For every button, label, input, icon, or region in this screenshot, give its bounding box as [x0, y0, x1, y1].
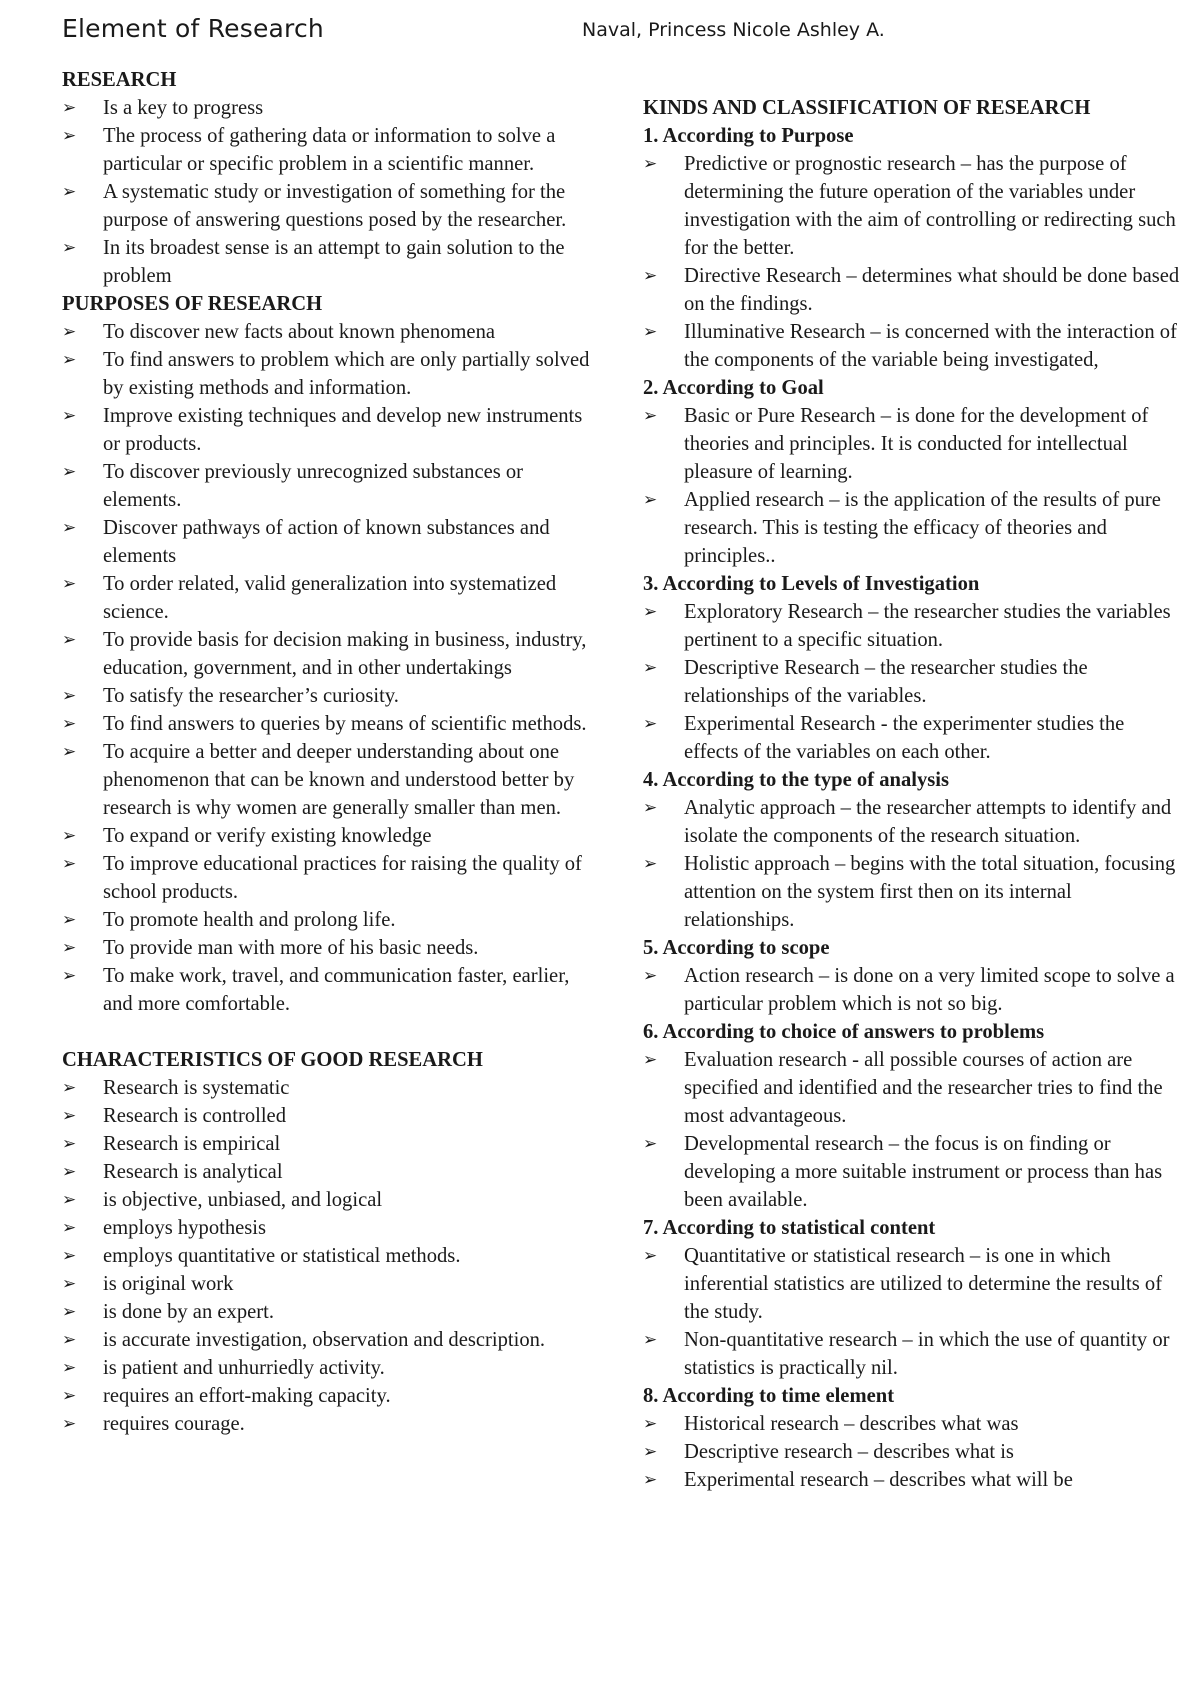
right-column: [643, 94, 1183, 1494]
section-spacer: [62, 1018, 604, 1046]
arrowhead-bullet-icon: ➢: [643, 602, 658, 622]
list-item-text: Experimental Research - the experimenter studies the effects of the variables on each other.: [684, 713, 1125, 763]
list-item: [62, 514, 604, 570]
classification-heading: 5. According to scope: [643, 937, 830, 959]
list-item: [643, 486, 1183, 570]
list-item: [62, 1242, 604, 1270]
list-item: [62, 1130, 604, 1158]
list-item-text: To find answers to problem which are only partially solved by existing methods and information.: [103, 349, 590, 399]
list-item: [62, 1326, 604, 1354]
list-item: [62, 402, 604, 458]
arrowhead-bullet-icon: ➢: [643, 798, 658, 818]
list-item-text: Research is controlled: [103, 1105, 286, 1127]
list-item: [62, 906, 604, 934]
arrowhead-bullet-icon: ➢: [643, 1246, 658, 1266]
classification-list: [643, 1410, 1183, 1494]
list-item: [62, 1270, 604, 1298]
list-item-text: is done by an expert.: [103, 1301, 274, 1323]
arrowhead-bullet-icon: ➢: [62, 574, 77, 594]
list-item-text: Applied research – is the application of the results of pure research. This is testing the efficacy of theories and principles..: [684, 489, 1161, 567]
list-item: [643, 710, 1183, 766]
list-item: [643, 402, 1183, 486]
arrowhead-bullet-icon: ➢: [62, 1134, 77, 1154]
arrowhead-bullet-icon: ➢: [62, 854, 77, 874]
list-item-text: employs hypothesis: [103, 1217, 267, 1239]
list-item: [643, 1466, 1183, 1494]
list-item: [643, 1438, 1183, 1466]
list-item: [62, 710, 604, 738]
list-item: [643, 654, 1183, 710]
arrowhead-bullet-icon: ➢: [643, 966, 658, 986]
list-item: [62, 822, 604, 850]
arrowhead-bullet-icon: ➢: [62, 1330, 77, 1350]
list-item-text: To improve educational practices for raising the quality of school products.: [103, 853, 582, 903]
list-item: [62, 122, 604, 178]
arrowhead-bullet-icon: ➢: [643, 714, 658, 734]
arrowhead-bullet-icon: ➢: [643, 154, 658, 174]
list-item: [62, 1186, 604, 1214]
arrowhead-bullet-icon: ➢: [62, 938, 77, 958]
section-heading-purposes: PURPOSES OF RESEARCH: [62, 293, 323, 315]
arrowhead-bullet-icon: ➢: [643, 1414, 658, 1434]
classification-heading: 4. According to the type of analysis: [643, 769, 950, 791]
list-item: [643, 598, 1183, 654]
list-item-text: requires an effort-making capacity.: [103, 1385, 391, 1407]
list-item-text: Research is empirical: [103, 1133, 281, 1155]
page-header: [62, 14, 1160, 54]
list-item: [62, 738, 604, 822]
list-item: [62, 346, 604, 402]
list-item: [643, 850, 1183, 934]
classification-list: [643, 1242, 1183, 1382]
classification-list: [643, 794, 1183, 934]
section-heading-kinds: KINDS AND CLASSIFICATION OF RESEARCH: [643, 97, 1091, 119]
list-item: [62, 1410, 604, 1438]
section-heading-characteristics: CHARACTERISTICS OF GOOD RESEARCH: [62, 1049, 483, 1071]
list-item-text: Action research – is done on a very limited scope to solve a particular problem which is not so big.: [684, 965, 1175, 1015]
list-item-text: is accurate investigation, observation and description.: [103, 1329, 546, 1351]
arrowhead-bullet-icon: ➢: [62, 1358, 77, 1378]
list-item-text: To acquire a better and deeper understanding about one phenomenon that can be known and understood better by research is why women are generally smaller than men.: [103, 741, 575, 819]
arrowhead-bullet-icon: ➢: [643, 1134, 658, 1154]
list-item-text: employs quantitative or statistical methods.: [103, 1245, 461, 1267]
classification-list: [643, 1046, 1183, 1214]
arrowhead-bullet-icon: ➢: [62, 350, 77, 370]
arrowhead-bullet-icon: ➢: [62, 406, 77, 426]
arrowhead-bullet-icon: ➢: [62, 1246, 77, 1266]
classification-heading: 8. According to time element: [643, 1385, 895, 1407]
arrowhead-bullet-icon: ➢: [62, 686, 77, 706]
list-item: [62, 234, 604, 290]
list-item-text: Basic or Pure Research – is done for the development of theories and principles. It is conducted for intellectual pleasure of learning.: [684, 405, 1149, 483]
list-item-text: Is a key to progress: [103, 97, 264, 119]
arrowhead-bullet-icon: ➢: [62, 518, 77, 538]
section-heading-research: RESEARCH: [62, 69, 177, 91]
list-item: [62, 962, 604, 1018]
list-item: [643, 1046, 1183, 1130]
list-item-text: Exploratory Research – the researcher studies the variables pertinent to a specific situation.: [684, 601, 1171, 651]
list-item-text: To provide man with more of his basic needs.: [103, 937, 479, 959]
list-item-text: Predictive or prognostic research – has the purpose of determining the future operation of the variables under investigation with the aim of controlling or redirecting such for the better.: [684, 153, 1176, 259]
list-item: [643, 794, 1183, 850]
arrowhead-bullet-icon: ➢: [643, 658, 658, 678]
classification-list: [643, 402, 1183, 570]
list-item-text: In its broadest sense is an attempt to gain solution to the problem: [103, 237, 565, 287]
arrowhead-bullet-icon: ➢: [62, 238, 77, 258]
list-item: [62, 682, 604, 710]
list-item: [62, 934, 604, 962]
list-item-text: is original work: [103, 1273, 234, 1295]
list-item: [62, 178, 604, 234]
list-item-text: Descriptive research – describes what is: [684, 1441, 1014, 1463]
list-item: [62, 1102, 604, 1130]
list-item: [643, 318, 1183, 374]
list-item-text: Discover pathways of action of known substances and elements: [103, 517, 550, 567]
list-item-text: is objective, unbiased, and logical: [103, 1189, 383, 1211]
list-item-text: To discover previously unrecognized substances or elements.: [103, 461, 524, 511]
document-title: Element of Research: [62, 14, 324, 43]
classification-list: [643, 150, 1183, 374]
arrowhead-bullet-icon: ➢: [643, 406, 658, 426]
arrowhead-bullet-icon: ➢: [643, 854, 658, 874]
list-item-text: The process of gathering data or information to solve a particular or specific problem in a scientific manner.: [103, 125, 556, 175]
arrowhead-bullet-icon: ➢: [62, 1274, 77, 1294]
list-item-text: Historical research – describes what was: [684, 1413, 1019, 1435]
list-item-text: Holistic approach – begins with the total situation, focusing attention on the system first then on its internal relationships.: [684, 853, 1176, 931]
arrowhead-bullet-icon: ➢: [62, 714, 77, 734]
list-item-text: A systematic study or investigation of something for the purpose of answering questions posed by the researcher.: [103, 181, 567, 231]
list-item: [62, 458, 604, 514]
arrowhead-bullet-icon: ➢: [62, 910, 77, 930]
arrowhead-bullet-icon: ➢: [62, 1190, 77, 1210]
list-item: [62, 1158, 604, 1186]
classification-heading: 3. According to Levels of Investigation: [643, 573, 980, 595]
arrowhead-bullet-icon: ➢: [62, 462, 77, 482]
list-item-text: Directive Research – determines what should be done based on the findings.: [684, 265, 1180, 315]
list-item: [643, 1326, 1183, 1382]
arrowhead-bullet-icon: ➢: [62, 1078, 77, 1098]
list-item: [643, 1410, 1183, 1438]
arrowhead-bullet-icon: ➢: [62, 182, 77, 202]
list-item-text: Improve existing techniques and develop new instruments or products.: [103, 405, 583, 455]
list-item-text: Descriptive Research – the researcher studies the relationships of the variables.: [684, 657, 1088, 707]
arrowhead-bullet-icon: ➢: [62, 630, 77, 650]
list-item: [643, 262, 1183, 318]
list-item-text: To discover new facts about known phenomena: [103, 321, 496, 343]
list-item-text: To order related, valid generalization into systematized science.: [103, 573, 557, 623]
classification-heading: 6. According to choice of answers to problems: [643, 1021, 1045, 1043]
characteristics-list: [62, 1074, 604, 1438]
classification-groups: [643, 122, 1183, 1494]
list-item: [62, 94, 604, 122]
list-item-text: To find answers to queries by means of scientific methods.: [103, 713, 587, 735]
arrowhead-bullet-icon: ➢: [62, 1414, 77, 1434]
classification-heading: 1. According to Purpose: [643, 125, 854, 147]
list-item-text: is patient and unhurriedly activity.: [103, 1357, 385, 1379]
list-item: [62, 1074, 604, 1102]
arrowhead-bullet-icon: ➢: [643, 266, 658, 286]
list-item: [62, 1354, 604, 1382]
list-item-text: Experimental research – describes what will be: [684, 1469, 1073, 1491]
list-item: [643, 1130, 1183, 1214]
list-item-text: To promote health and prolong life.: [103, 909, 396, 931]
list-item-text: Analytic approach – the researcher attempts to identify and isolate the components of the research situation.: [684, 797, 1172, 847]
arrowhead-bullet-icon: ➢: [62, 98, 77, 118]
classification-list: [643, 962, 1183, 1018]
list-item-text: To make work, travel, and communication faster, earlier, and more comfortable.: [103, 965, 570, 1015]
list-item: [62, 850, 604, 906]
arrowhead-bullet-icon: ➢: [643, 490, 658, 510]
list-item: [62, 626, 604, 682]
author-name: Naval, Princess Nicole Ashley A.: [582, 19, 885, 41]
list-item: [62, 1382, 604, 1410]
list-item: [643, 150, 1183, 262]
arrowhead-bullet-icon: ➢: [643, 1050, 658, 1070]
list-item-text: To satisfy the researcher’s curiosity.: [103, 685, 399, 707]
list-item-text: To provide basis for decision making in business, industry, education, government, and in other undertakings: [103, 629, 587, 679]
arrowhead-bullet-icon: ➢: [62, 1218, 77, 1238]
list-item: [62, 1214, 604, 1242]
arrowhead-bullet-icon: ➢: [62, 826, 77, 846]
classification-heading: 2. According to Goal: [643, 377, 824, 399]
arrowhead-bullet-icon: ➢: [62, 1162, 77, 1182]
research-list: [62, 94, 604, 290]
list-item-text: Research is systematic: [103, 1077, 290, 1099]
arrowhead-bullet-icon: ➢: [62, 742, 77, 762]
list-item-text: Developmental research – the focus is on finding or developing a more suitable instrument or process than has been available.: [684, 1133, 1163, 1211]
list-item-text: Non-quantitative research – in which the use of quantity or statistics is practically nil.: [684, 1329, 1170, 1379]
classification-heading: 7. According to statistical content: [643, 1217, 936, 1239]
arrowhead-bullet-icon: ➢: [62, 322, 77, 342]
list-item-text: Evaluation research - all possible courses of action are specified and identified and the researcher tries to find the most advantageous.: [684, 1049, 1163, 1127]
classification-list: [643, 598, 1183, 766]
list-item: [62, 570, 604, 626]
arrowhead-bullet-icon: ➢: [643, 1330, 658, 1350]
arrowhead-bullet-icon: ➢: [643, 1442, 658, 1462]
list-item-text: requires courage.: [103, 1413, 245, 1435]
arrowhead-bullet-icon: ➢: [62, 966, 77, 986]
arrowhead-bullet-icon: ➢: [62, 1106, 77, 1126]
left-column: [62, 66, 604, 1438]
list-item-text: Illuminative Research – is concerned with the interaction of the components of the variable being investigated,: [684, 321, 1177, 371]
list-item-text: Quantitative or statistical research – is one in which inferential statistics are utilized to determine the results of the study.: [684, 1245, 1163, 1323]
list-item: [643, 962, 1183, 1018]
list-item-text: To expand or verify existing knowledge: [103, 825, 432, 847]
list-item: [62, 318, 604, 346]
arrowhead-bullet-icon: ➢: [62, 1302, 77, 1322]
list-item-text: Research is analytical: [103, 1161, 283, 1183]
arrowhead-bullet-icon: ➢: [62, 1386, 77, 1406]
arrowhead-bullet-icon: ➢: [643, 322, 658, 342]
arrowhead-bullet-icon: ➢: [62, 126, 77, 146]
arrowhead-bullet-icon: ➢: [643, 1470, 658, 1490]
purposes-list: [62, 318, 604, 1018]
list-item: [643, 1242, 1183, 1326]
list-item: [62, 1298, 604, 1326]
